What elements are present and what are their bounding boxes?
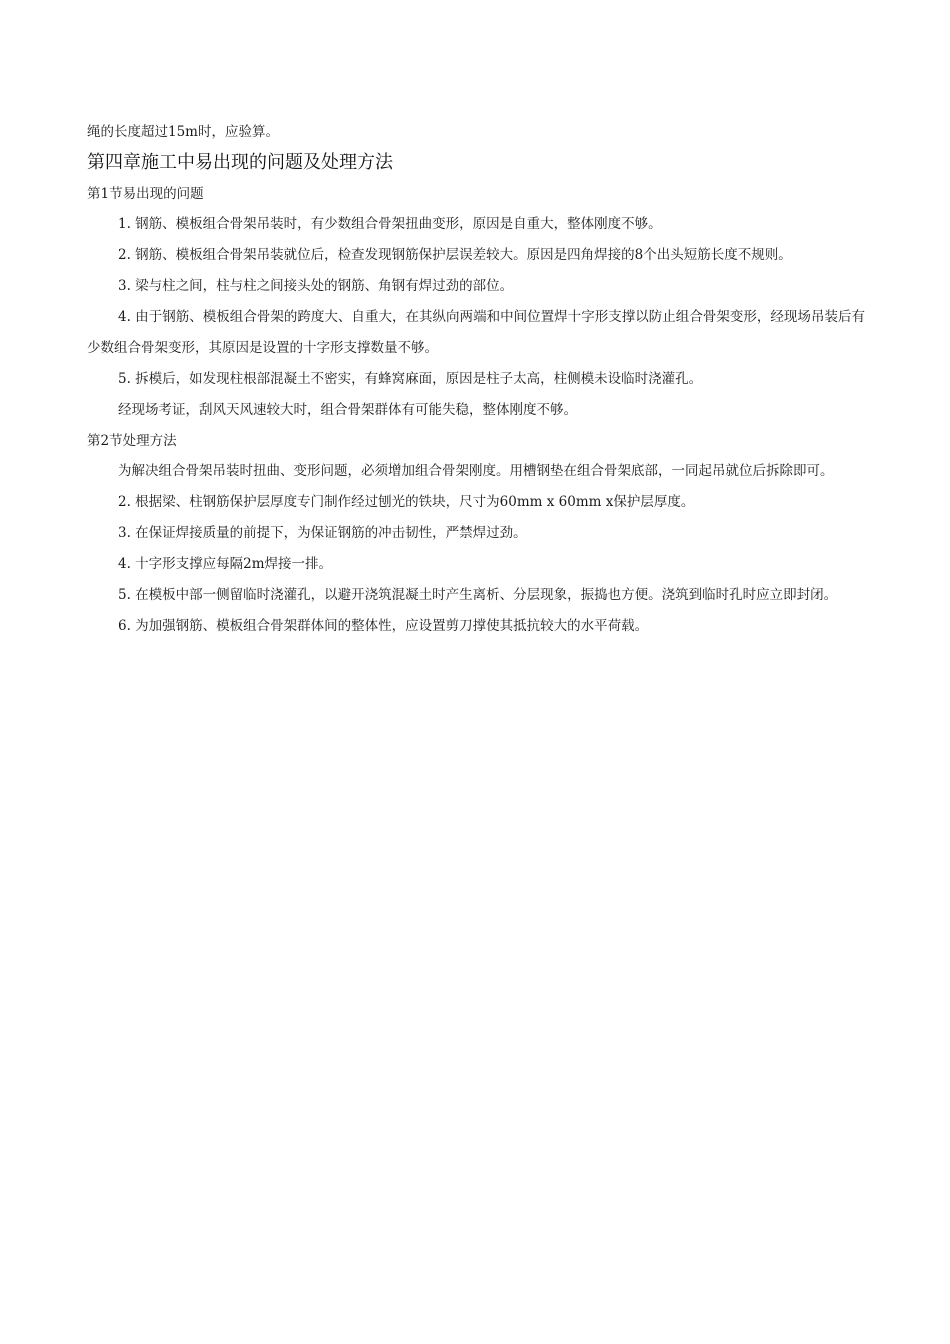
section-2-paragraph-6: 6. 为加强钢筋、模板组合骨架群体间的整体性，应设置剪刀撑使其抵抗较大的水平荷载。 [118, 618, 649, 634]
lead-line: 绳的长度超过15m时，应验算。 [87, 124, 279, 140]
section-1-paragraph-2: 2. 钢筋、模板组合骨架吊装就位后，检查发现钢筋保护层误差较大。原因是四角焊接的8个出头短筋长度不规则。 [118, 247, 792, 263]
section-1-paragraph-4: 4. 由于钢筋、模板组合骨架的跨度大、自重大，在其纵向两端和中间位置焊十字形支撑以防止组合骨架变形，经现场吊装后有少数组合骨架变形，其原因是设置的十字形支撑数量不够。 [87, 309, 865, 356]
section-1-paragraph-6: 经现场考证，刮风天风速较大时，组合骨架群体有可能失稳，整体刚度不够。 [118, 402, 577, 418]
section-2-paragraph-4: 4. 十字形支撑应每隔2m焊接一排。 [118, 556, 333, 572]
document-body [87, 119, 865, 642]
section-1-paragraph-1: 1. 钢筋、模板组合骨架吊装时，有少数组合骨架扭曲变形，原因是自重大，整体刚度不够。 [118, 216, 662, 232]
section-2-paragraph-2: 2. 根据梁、柱钢筋保护层厚度专门制作经过刨光的铁块，尺寸为60mm x 60mm x保护层厚度。 [118, 494, 695, 510]
section-2-title: 第2节处理方法 [87, 433, 177, 449]
section-1-paragraph-5: 5. 拆模后，如发现柱根部混凝土不密实，有蜂窝麻面，原因是柱子太高，柱侧模未设临时浇灌孔。 [118, 371, 703, 387]
section-2-paragraph-5: 5. 在模板中部一侧留临时浇灌孔，以避开浇筑混凝土时产生离析、分层现象，振捣也方便。浇筑到临时孔时应立即封闭。 [118, 587, 838, 603]
section-2-paragraph-3: 3. 在保证焊接质量的前提下，为保证钢筋的冲击韧性，严禁焊过劲。 [118, 525, 527, 541]
section-2-paragraph-1: 为解决组合骨架吊装时扭曲、变形问题，必须增加组合骨架刚度。用槽钢垫在组合骨架底部，一同起吊就位后拆除即可。 [118, 463, 834, 479]
section-1-title: 第1节易出现的问题 [87, 186, 204, 202]
section-1-paragraph-3: 3. 梁与柱之间，柱与柱之间接头处的钢筋、角钢有焊过劲的部位。 [118, 278, 514, 294]
chapter-title: 第四章施工中易出现的问题及处理方法 [87, 152, 393, 173]
